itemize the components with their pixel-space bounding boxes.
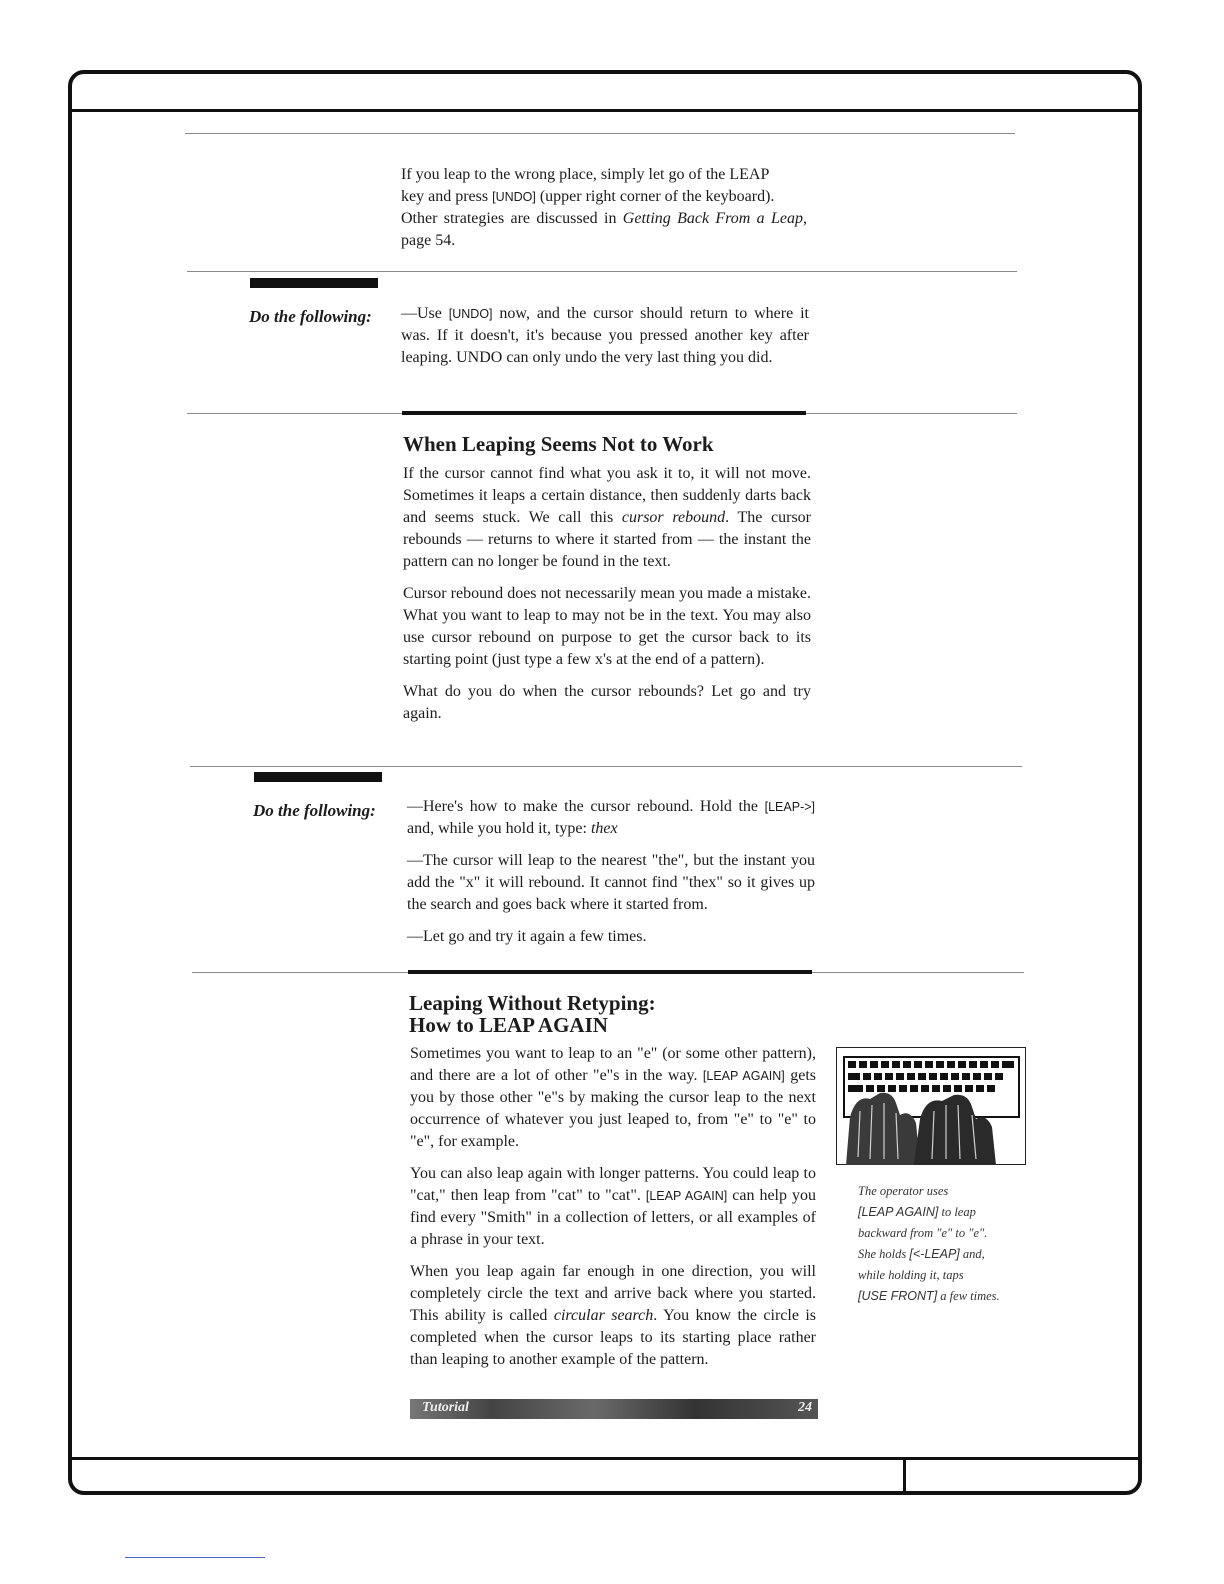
frame-footer-divider	[903, 1459, 906, 1493]
paragraph: Cursor rebound does not necessarily mean you made a mistake. What you want to leap to may not be in the text. You may also use cursor rebound on purpose to get the cursor back to its starting point (just type a few x's at the end of a pattern).	[403, 585, 811, 668]
section1-body	[403, 463, 811, 735]
paragraph: When you leap again far enough in one direction, you will completely circle the text and arrive back where you started. This ability is called circular search. You know the circle is completed when the cursor leaps to its starting place rather than leaping to another example of the pattern.	[410, 1263, 817, 1368]
heading-rule	[402, 411, 806, 415]
page-number: 24	[798, 1400, 812, 1415]
illustration-caption: The operator uses [LEAP AGAIN] to leap backward from "e" to "e". She holds [<-LEAP] and, while holding it, taps [USE FRONT] a few times.	[858, 1184, 1000, 1303]
step1-paragraph: —Use [UNDO] now, and the cursor should return to where it was. If it doesn't, it's because you pressed another key after leaping. UNDO can only undo the very last thing you did.	[401, 305, 809, 366]
do-the-following-label: Do the following:	[249, 307, 372, 326]
paragraph: If the cursor cannot find what you ask it to, it will not move. Sometimes it leaps a certain distance, then suddenly darts back and seems stuck. We call this cursor rebound. The cursor rebounds — returns to where it started from — the instant the pattern can no longer be found in the text.	[403, 465, 811, 570]
section-heading: Leaping Without Retyping: How to LEAP AGAIN	[409, 991, 656, 1037]
frame-header-rule	[70, 109, 1140, 112]
page-footer-band	[410, 1399, 818, 1419]
section-marker-bar	[254, 772, 382, 782]
do-the-following-label: Do the following:	[253, 801, 376, 820]
paragraph: Sometimes you want to leap to an "e" (or some other pattern), and there are a lot of other "e"s in the way. [LEAP AGAIN] gets you by those other "e"s by making the cursor leap to the next occurrence of whatever you just leaped to, from "e" to "e" to "e", for example.	[410, 1045, 817, 1150]
paragraph: —Here's how to make the cursor rebound. Hold the [LEAP->] and, while you hold it, type: thex	[407, 798, 815, 837]
intro-paragraph: If you leap to the wrong place, simply let go of the LEAP key and press [UNDO] (upper right corner of the keyboard). Other strategies are discussed in Getting Back From a Leap, page 54.	[401, 166, 808, 249]
divider	[190, 766, 1022, 767]
footer-section-name: Tutorial	[422, 1400, 469, 1415]
paragraph: —Let go and try it again a few times.	[407, 928, 647, 945]
heading-rule	[408, 970, 812, 974]
frame-footer-rule	[70, 1457, 1140, 1460]
paragraph: —The cursor will leap to the nearest "the", but the instant you add the "x" it will rebound. It cannot find "thex" so it gives up the search and goes back where it started from.	[407, 852, 815, 913]
keyboard-hands-illustration	[836, 1047, 1026, 1165]
divider	[185, 133, 1015, 134]
leap-again-key: [LEAP AGAIN]	[645, 1189, 728, 1203]
undo-key: [UNDO]	[448, 307, 493, 321]
undo-key: [UNDO]	[492, 190, 536, 204]
paragraph: You can also leap again with longer patterns. You could leap to "cat," then leap from "cat" to "cat". [LEAP AGAIN] can help you find every "Smith" in a collection of letters, or all examples of a phrase in your text.	[410, 1165, 816, 1248]
section2-body	[410, 1043, 816, 1381]
bottom-link-underline	[125, 1557, 265, 1558]
section-heading: When Leaping Seems Not to Work	[403, 432, 714, 456]
leap-again-key: [LEAP AGAIN]	[702, 1069, 785, 1083]
step2-body	[407, 796, 815, 958]
section-marker-bar	[250, 278, 378, 288]
divider	[187, 271, 1017, 272]
paragraph: What do you do when the cursor rebounds? Let go and try again.	[403, 683, 811, 722]
leap-forward-key: [LEAP->]	[764, 800, 815, 814]
